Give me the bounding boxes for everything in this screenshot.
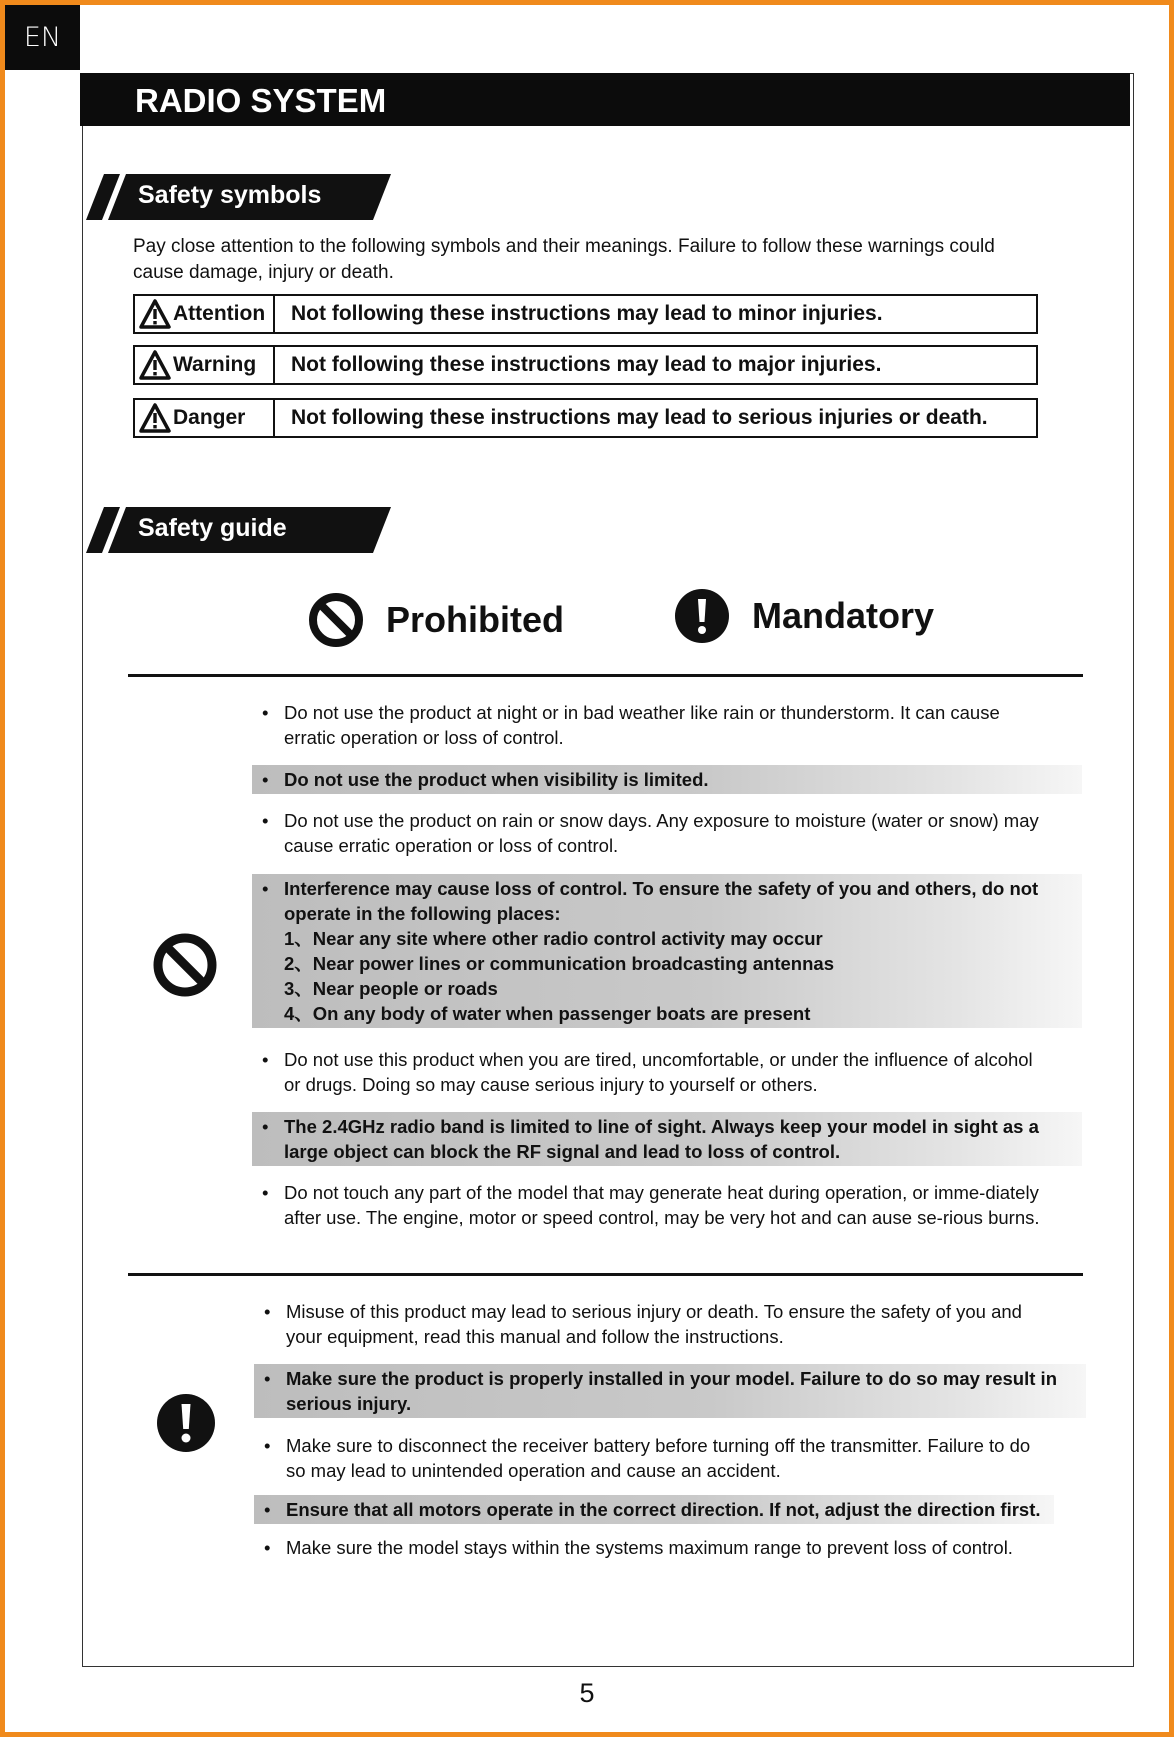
symbol-description: Not following these instructions may lead to minor injuries. — [291, 302, 883, 325]
symbol-name: Attention — [173, 302, 266, 325]
section-title: Safety guide — [138, 514, 287, 542]
warning-triangle-icon — [139, 350, 171, 380]
symbol-description: Not following these instructions may lead to major injuries. — [291, 353, 882, 376]
symbol-name: Danger — [173, 406, 246, 429]
sub-list — [284, 926, 1082, 1026]
section-heading-safety-symbols — [86, 174, 391, 220]
list-item-text: Make sure to disconnect the receiver battery before turning off the transmitter. Failure to do so may lead to unintended operation and cause an accident. — [286, 1435, 1031, 1481]
list-item: • Do not use the product at night or in bad weather like rain or thunderstorm. It can cause erratic operation or loss of control. — [262, 700, 1042, 750]
list-item-text: Do not use the product when visibility is limited. — [284, 769, 709, 790]
mandatory-icon — [156, 1393, 216, 1458]
list-item: • Misuse of this product may lead to serious injury or death. To ensure the safety of you and your equipment, read this manual and follow the instructions. — [264, 1299, 1044, 1349]
list-item: • Do not use the product when visibility is limited. — [252, 765, 1082, 794]
symbol-cell — [135, 296, 275, 332]
sub-list-item: 2、Near power lines or communication broadcasting antennas — [284, 953, 834, 974]
list-item: • Do not use this product when you are tired, uncomfortable, or under the influence of alcohol or drugs. Doing so may cause serious injury to yourself or others. — [262, 1047, 1042, 1097]
sub-list-item: 1、Near any site where other radio control activity may occur — [284, 928, 823, 949]
list-item-text: Do not touch any part of the model that may generate heat during operation, or imme-diately after use. The engine, motor or speed control, may be very hot and can ause se-rious burns. — [284, 1182, 1040, 1228]
prohibited-icon — [308, 592, 364, 648]
prohibited-icon — [152, 932, 218, 1003]
list-item-text: The 2.4GHz radio band is limited to line of sight. Always keep your model in sight as a large object can block the RF signal and lead to loss of control. — [284, 1116, 1039, 1162]
list-item: • The 2.4GHz radio band is limited to line of sight. Always keep your model in sight as a large object can block the RF signal and lead to loss of control. — [252, 1112, 1082, 1166]
symbol-row-danger — [133, 398, 1038, 438]
list-item: • Do not touch any part of the model that may generate heat during operation, or imme-diately after use. The engine, motor or speed control, may be very hot and can ause se-rious burns. — [262, 1180, 1042, 1230]
list-item: • Make sure the product is properly installed in your model. Failure to do so may result in serious injury. — [254, 1364, 1086, 1418]
list-item: • Do not use the product on rain or snow days. Any exposure to moisture (water or snow) may cause erratic operation or loss of control. — [262, 808, 1042, 858]
warning-triangle-icon — [139, 299, 171, 329]
legend-label: Mandatory — [752, 595, 935, 636]
legend-prohibited — [308, 590, 564, 650]
list-item-text: Make sure the product is properly installed in your model. Failure to do so may result in serious injury. — [286, 1368, 1057, 1414]
list-item-text: Do not use this product when you are tired, uncomfortable, or under the influence of alcohol or drugs. Doing so may cause serious injury to yourself or others. — [284, 1049, 1033, 1095]
symbol-cell — [135, 347, 275, 383]
list-item-text: Misuse of this product may lead to serious injury or death. To ensure the safety of you and your equipment, read this manual and follow the instructions. — [286, 1301, 1022, 1347]
list-item-text: Do not use the product at night or in bad weather like rain or thunderstorm. It can cause erratic operation or loss of control. — [284, 702, 1000, 748]
symbol-cell — [135, 400, 275, 436]
page-title: RADIO SYSTEM — [135, 82, 387, 119]
sub-list-item: 4、On any body of water when passenger boats are present — [284, 1003, 811, 1024]
list-item: • Ensure that all motors operate in the correct direction. If not, adjust the direction first. — [254, 1495, 1054, 1524]
list-item-text: Do not use the product on rain or snow days. Any exposure to moisture (water or snow) may cause erratic operation or loss of control. — [284, 810, 1039, 856]
list-item-text: Make sure the model stays within the systems maximum range to prevent loss of control. — [286, 1537, 1013, 1558]
symbol-description: Not following these instructions may lead to serious injuries or death. — [291, 406, 988, 429]
intro-text: Pay close attention to the following symbols and their meanings. Failure to follow these warnings could cause damage, injury or death. — [133, 236, 995, 283]
warning-triangle-icon — [139, 403, 171, 433]
symbol-row-attention — [133, 294, 1038, 334]
list-item: • Make sure the model stays within the systems maximum range to prevent loss of control. — [264, 1535, 1084, 1560]
mandatory-icon — [674, 588, 730, 644]
symbol-name: Warning — [173, 353, 257, 376]
list-item: • Make sure to disconnect the receiver battery before turning off the transmitter. Failure to do so may lead to unintended operation and cause an accident. — [264, 1433, 1044, 1483]
list-item: • Interference may cause loss of control. To ensure the safety of you and others, do not operate in the following places: 1、Near any site where other radio control activity may occur 2、Near power lines or communication broadcasting antennas 3、Near people or roads 4、On any body of water when passenger boats are present — [252, 874, 1082, 1028]
section-heading-safety-guide — [86, 507, 391, 553]
section-title: Safety symbols — [138, 181, 322, 209]
page-number: 5 — [579, 1678, 595, 1708]
symbol-row-warning — [133, 345, 1038, 385]
sub-list-item: 3、Near people or roads — [284, 978, 498, 999]
list-item-text: Interference may cause loss of control. To ensure the safety of you and others, do not operate in the following places: — [284, 878, 1039, 924]
divider — [128, 674, 1083, 677]
divider — [128, 1273, 1083, 1276]
list-item-text: Ensure that all motors operate in the correct direction. If not, adjust the direction first. — [286, 1499, 1041, 1520]
legend-mandatory — [674, 586, 934, 646]
language-tab: EN — [5, 5, 80, 70]
legend-label: Prohibited — [386, 599, 564, 640]
